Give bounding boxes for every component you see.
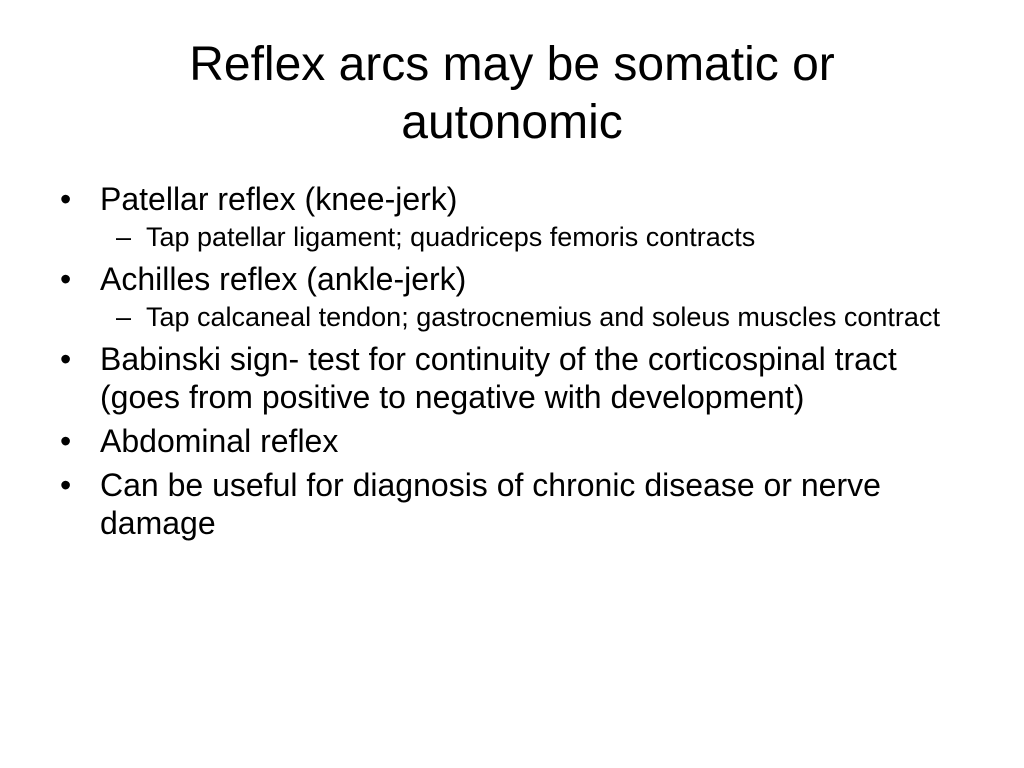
- sub-bullet-item: [58, 222, 958, 252]
- bullet-text: Patellar reflex (knee-jerk): [100, 181, 458, 217]
- dash-marker: –: [116, 302, 132, 332]
- bullet-marker: •: [60, 423, 72, 459]
- bullet-marker: •: [60, 181, 72, 217]
- sub-bullet-text: Tap patellar ligament; quadriceps femoris contracts: [146, 222, 756, 252]
- bullet-text: Can be useful for diagnosis of chronic disease or nerve damage: [100, 467, 881, 541]
- bullet-text: Babinski sign- test for continuity of the corticospinal tract (goes from positive to negative with development): [100, 341, 897, 415]
- bullet-item: [58, 180, 958, 218]
- bullet-text: Achilles reflex (ankle-jerk): [100, 261, 467, 297]
- bullet-marker: •: [60, 341, 72, 377]
- bullet-marker: •: [60, 261, 72, 297]
- slide-body: [58, 180, 958, 548]
- sub-bullet-text: Tap calcaneal tendon; gastrocnemius and soleus muscles contract: [146, 302, 940, 332]
- slide-title-line-1: Reflex arcs may be somatic or: [189, 38, 835, 91]
- slide-title-line-2: autonomic: [401, 96, 623, 149]
- slide-title: [60, 36, 964, 152]
- bullet-item: [58, 260, 958, 298]
- bullet-item: [58, 422, 958, 460]
- bullet-text: Abdominal reflex: [100, 423, 339, 459]
- dash-marker: –: [116, 222, 132, 252]
- bullet-item: [58, 466, 958, 542]
- sub-bullet-item: [58, 302, 958, 332]
- bullet-item: [58, 340, 958, 416]
- bullet-marker: •: [60, 467, 72, 503]
